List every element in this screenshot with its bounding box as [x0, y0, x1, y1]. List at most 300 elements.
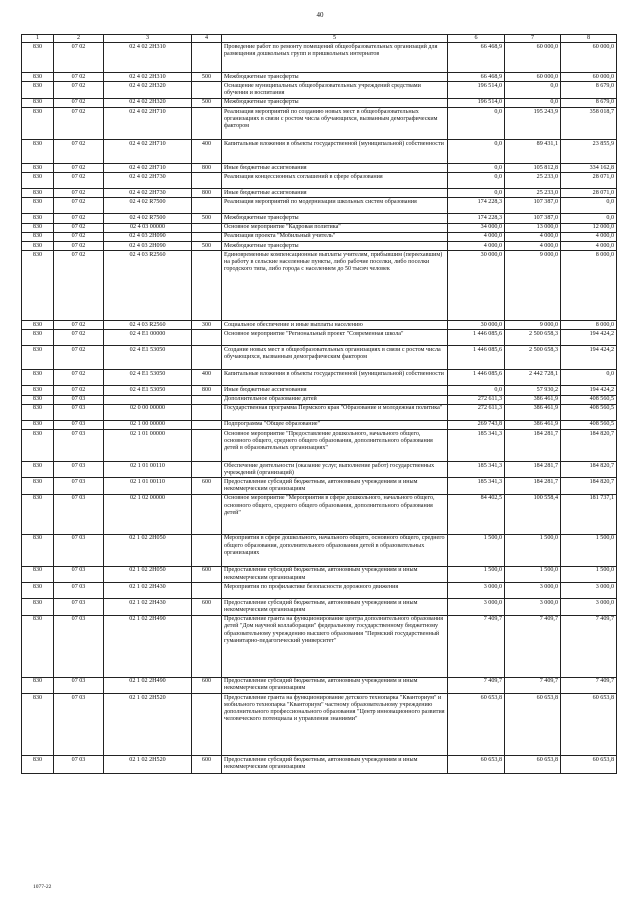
- target-code-cell: 02 1 02 2H050: [104, 534, 192, 566]
- amount-2024-cell: 28 071,0: [561, 189, 617, 198]
- section-code-cell: 07 02: [54, 223, 104, 232]
- target-code-cell: 02 1 02 2H430: [104, 583, 192, 599]
- table-row: [22, 321, 617, 330]
- section-code-cell: 07 03: [54, 566, 104, 582]
- amount-2023-cell: 107 387,0: [505, 214, 561, 223]
- amount-2023-cell: 0,0: [505, 82, 561, 98]
- amount-2023-cell: 0,0: [505, 98, 561, 107]
- amount-2022-cell: 7 409,7: [448, 615, 505, 677]
- amount-2023-cell: 60 000,0: [505, 43, 561, 73]
- item-name-cell: Предоставление субсидий бюджетным, автономным учреждениям и иным некоммерческим организациям: [222, 566, 448, 582]
- amount-2024-cell: 8 000,0: [561, 321, 617, 330]
- item-name-cell: Предоставление субсидий бюджетным, автономным учреждениям и иным некоммерческим организациям: [222, 478, 448, 494]
- target-code-cell: 02 4 02 R7500: [104, 198, 192, 214]
- section-code-cell: 07 03: [54, 462, 104, 478]
- admin-code-cell: 830: [22, 98, 54, 107]
- amount-2022-cell: 0,0: [448, 140, 505, 164]
- admin-code-cell: 830: [22, 494, 54, 534]
- table-row: [22, 694, 617, 756]
- amount-2023-cell: 184 281,7: [505, 462, 561, 478]
- section-code-cell: 07 02: [54, 386, 104, 395]
- table-row: [22, 534, 617, 566]
- target-code-cell: 02 4 02 2H320: [104, 98, 192, 107]
- amount-2023-cell: 386 461,9: [505, 395, 561, 404]
- expense-type-cell: [192, 251, 222, 321]
- section-code-cell: 07 03: [54, 404, 104, 420]
- expense-type-cell: 600: [192, 599, 222, 615]
- table-row: [22, 462, 617, 478]
- page-number: 40: [316, 11, 324, 19]
- item-name-cell: Обеспечение деятельности (оказание услуг, выполнение работ) государственных учреждений (организаций): [222, 462, 448, 478]
- admin-code-cell: 830: [22, 173, 54, 189]
- target-code-cell: 02 1 02 2H490: [104, 677, 192, 693]
- amount-2022-cell: 196 514,0: [448, 82, 505, 98]
- amount-2022-cell: 3 000,0: [448, 599, 505, 615]
- admin-code-cell: 830: [22, 232, 54, 241]
- amount-2023-cell: 60 653,8: [505, 756, 561, 774]
- admin-code-cell: 830: [22, 82, 54, 98]
- budget-table: [21, 34, 617, 774]
- section-code-cell: 07 02: [54, 198, 104, 214]
- table-row: [22, 430, 617, 462]
- admin-code-cell: 830: [22, 189, 54, 198]
- table-row: [22, 395, 617, 404]
- expense-type-cell: [192, 330, 222, 346]
- amount-2023-cell: 107 387,0: [505, 198, 561, 214]
- expense-type-cell: [192, 395, 222, 404]
- admin-code-cell: 830: [22, 214, 54, 223]
- target-code-cell: 02 4 03 2H090: [104, 232, 192, 241]
- target-code-cell: 02 1 02 2H520: [104, 756, 192, 774]
- amount-2024-cell: 0,0: [561, 214, 617, 223]
- table-row: [22, 173, 617, 189]
- amount-2022-cell: 30 000,0: [448, 251, 505, 321]
- item-name-cell: Основное мероприятие "Кадровая политика": [222, 223, 448, 232]
- section-code-cell: 07 02: [54, 242, 104, 251]
- target-code-cell: 02 4 02 R7500: [104, 214, 192, 223]
- amount-2024-cell: 408 560,5: [561, 420, 617, 429]
- target-code-cell: 02 1 01 00000: [104, 430, 192, 462]
- amount-2024-cell: 0,0: [561, 370, 617, 386]
- amount-2024-cell: 0,0: [561, 198, 617, 214]
- admin-code-cell: 830: [22, 756, 54, 774]
- amount-2023-cell: 105 812,8: [505, 164, 561, 173]
- admin-code-cell: 830: [22, 462, 54, 478]
- admin-code-cell: 830: [22, 108, 54, 140]
- column-header: 5: [222, 35, 448, 43]
- section-code-cell: 07 03: [54, 756, 104, 774]
- target-code-cell: 02 4 02 2H320: [104, 82, 192, 98]
- expense-type-cell: [192, 173, 222, 189]
- target-code-cell: 02 4 E1 53050: [104, 346, 192, 370]
- admin-code-cell: 830: [22, 73, 54, 82]
- amount-2024-cell: 8 000,0: [561, 251, 617, 321]
- column-header: 7: [505, 35, 561, 43]
- section-code-cell: 07 02: [54, 98, 104, 107]
- amount-2022-cell: 60 653,8: [448, 756, 505, 774]
- column-header: 4: [192, 35, 222, 43]
- item-name-cell: Предоставление субсидий бюджетным, автономным учреждениям и иным некоммерческим организациям: [222, 677, 448, 693]
- amount-2023-cell: 2 500 658,3: [505, 330, 561, 346]
- item-name-cell: Межбюджетные трансферты: [222, 214, 448, 223]
- amount-2024-cell: 334 162,8: [561, 164, 617, 173]
- admin-code-cell: 830: [22, 599, 54, 615]
- table-row: [22, 346, 617, 370]
- table-row: [22, 494, 617, 534]
- target-code-cell: 02 4 E1 00000: [104, 330, 192, 346]
- admin-code-cell: 830: [22, 330, 54, 346]
- table-row: [22, 82, 617, 98]
- amount-2024-cell: 408 560,5: [561, 404, 617, 420]
- amount-2024-cell: 194 424,2: [561, 386, 617, 395]
- amount-2024-cell: 7 409,7: [561, 677, 617, 693]
- target-code-cell: 02 1 02 2H430: [104, 599, 192, 615]
- admin-code-cell: 830: [22, 404, 54, 420]
- amount-2022-cell: 185 341,3: [448, 430, 505, 462]
- amount-2024-cell: 28 071,0: [561, 173, 617, 189]
- amount-2023-cell: 25 233,0: [505, 189, 561, 198]
- amount-2024-cell: 4 000,0: [561, 232, 617, 241]
- target-code-cell: 02 1 02 2H050: [104, 566, 192, 582]
- table-row: [22, 43, 617, 73]
- section-code-cell: 07 03: [54, 494, 104, 534]
- amount-2023-cell: 386 461,9: [505, 420, 561, 429]
- table-row: [22, 223, 617, 232]
- amount-2023-cell: 60 653,8: [505, 694, 561, 756]
- admin-code-cell: 830: [22, 223, 54, 232]
- amount-2022-cell: 185 341,3: [448, 462, 505, 478]
- expense-type-cell: [192, 82, 222, 98]
- section-code-cell: 07 02: [54, 140, 104, 164]
- amount-2024-cell: 3 000,0: [561, 583, 617, 599]
- expense-type-cell: [192, 583, 222, 599]
- amount-2024-cell: 1 500,0: [561, 566, 617, 582]
- target-code-cell: 02 4 02 2H710: [104, 140, 192, 164]
- expense-type-cell: 300: [192, 321, 222, 330]
- amount-2024-cell: 358 018,7: [561, 108, 617, 140]
- expense-type-cell: [192, 108, 222, 140]
- amount-2022-cell: 1 446 085,6: [448, 346, 505, 370]
- table-row: [22, 615, 617, 677]
- amount-2024-cell: 184 820,7: [561, 462, 617, 478]
- amount-2022-cell: 0,0: [448, 173, 505, 189]
- amount-2023-cell: 386 461,9: [505, 404, 561, 420]
- expense-type-cell: 500: [192, 242, 222, 251]
- admin-code-cell: 830: [22, 583, 54, 599]
- amount-2023-cell: 195 243,9: [505, 108, 561, 140]
- amount-2023-cell: 7 409,7: [505, 615, 561, 677]
- amount-2024-cell: 60 000,0: [561, 73, 617, 82]
- item-name-cell: Межбюджетные трансферты: [222, 73, 448, 82]
- item-name-cell: Капитальные вложения в объекты государственной (муниципальной) собственности: [222, 370, 448, 386]
- item-name-cell: Единовременные компенсационные выплаты учителям, прибывшим (переехавшим) на работу в сельские населенные пункты, либо рабочие поселки, либо поселки городского типа, либо города с населением до 50 тысяч человек: [222, 251, 448, 321]
- admin-code-cell: 830: [22, 566, 54, 582]
- amount-2022-cell: 196 514,0: [448, 98, 505, 107]
- amount-2023-cell: 4 000,0: [505, 232, 561, 241]
- expense-type-cell: 600: [192, 478, 222, 494]
- section-code-cell: 07 03: [54, 430, 104, 462]
- section-code-cell: 07 03: [54, 534, 104, 566]
- column-header: 1: [22, 35, 54, 43]
- amount-2022-cell: 4 000,0: [448, 242, 505, 251]
- item-name-cell: Иные бюджетные ассигнования: [222, 386, 448, 395]
- admin-code-cell: 830: [22, 478, 54, 494]
- amount-2023-cell: 100 558,4: [505, 494, 561, 534]
- target-code-cell: 02 4 02 2H730: [104, 189, 192, 198]
- target-code-cell: 02 1 01 00110: [104, 478, 192, 494]
- admin-code-cell: 830: [22, 534, 54, 566]
- admin-code-cell: 830: [22, 43, 54, 73]
- item-name-cell: Межбюджетные трансферты: [222, 98, 448, 107]
- amount-2023-cell: 60 000,0: [505, 73, 561, 82]
- section-code-cell: 07 02: [54, 173, 104, 189]
- amount-2024-cell: 12 000,0: [561, 223, 617, 232]
- amount-2024-cell: 184 820,7: [561, 430, 617, 462]
- item-name-cell: Реализация мероприятий по созданию новых мест в общеобразовательных организациях в связи с ростом числа обучающихся, вызванным демографическим фактором: [222, 108, 448, 140]
- table-row: [22, 330, 617, 346]
- section-code-cell: 07 02: [54, 321, 104, 330]
- item-name-cell: Социальное обеспечение и иные выплаты населению: [222, 321, 448, 330]
- amount-2023-cell: 9 000,0: [505, 251, 561, 321]
- admin-code-cell: 830: [22, 430, 54, 462]
- amount-2022-cell: 84 402,5: [448, 494, 505, 534]
- amount-2022-cell: 272 611,3: [448, 404, 505, 420]
- admin-code-cell: 830: [22, 420, 54, 429]
- item-name-cell: Предоставление гранта на функционирование центра дополнительного образования детей "Дом научной коллаборации" федеральному государственному бюджетному образовательному учреждению высшего образования "Пермский государственный гуманитарно-педагогический университет": [222, 615, 448, 677]
- admin-code-cell: 830: [22, 677, 54, 693]
- admin-code-cell: 830: [22, 615, 54, 677]
- amount-2024-cell: 7 409,7: [561, 615, 617, 677]
- target-code-cell: 02 1 01 00110: [104, 462, 192, 478]
- column-header: 3: [104, 35, 192, 43]
- table-row: [22, 420, 617, 429]
- section-code-cell: 07 02: [54, 164, 104, 173]
- item-name-cell: Реализация проекта "Мобильный учитель": [222, 232, 448, 241]
- admin-code-cell: 830: [22, 694, 54, 756]
- expense-type-cell: [192, 43, 222, 73]
- header-row: [22, 35, 617, 43]
- amount-2024-cell: 3 000,0: [561, 599, 617, 615]
- amount-2022-cell: 7 409,7: [448, 677, 505, 693]
- item-name-cell: Основное мероприятие "Предоставление дошкольного, начального общего, основного общего, среднего общего образования, дополнительного образования детей в образовательных организациях": [222, 430, 448, 462]
- amount-2022-cell: 1 500,0: [448, 566, 505, 582]
- expense-type-cell: [192, 404, 222, 420]
- column-header: 8: [561, 35, 617, 43]
- expense-type-cell: 400: [192, 370, 222, 386]
- table-row: [22, 386, 617, 395]
- item-name-cell: Предоставление гранта на функционирование детского технопарка "Кванториум" и мобильного технопарка "Кванториум" частному образовательному учреждению дополнительного профессионального образования "Центр инновационного развития человеческого потенциала и управления знаниями": [222, 694, 448, 756]
- section-code-cell: 07 02: [54, 346, 104, 370]
- table-row: [22, 370, 617, 386]
- section-code-cell: 07 02: [54, 82, 104, 98]
- amount-2023-cell: 1 500,0: [505, 534, 561, 566]
- table-row: [22, 108, 617, 140]
- target-code-cell: 02 1 02 2H520: [104, 694, 192, 756]
- section-code-cell: 07 02: [54, 73, 104, 82]
- table-row: [22, 404, 617, 420]
- table-row: [22, 198, 617, 214]
- target-code-cell: 02 4 03 R2560: [104, 251, 192, 321]
- item-name-cell: Реализация концессионных соглашений в сфере образования: [222, 173, 448, 189]
- expense-type-cell: 600: [192, 677, 222, 693]
- table-row: [22, 478, 617, 494]
- expense-type-cell: 600: [192, 756, 222, 774]
- amount-2023-cell: 184 281,7: [505, 478, 561, 494]
- item-name-cell: Мероприятия по профилактике безопасности дорожного движения: [222, 583, 448, 599]
- expense-type-cell: [192, 346, 222, 370]
- amount-2022-cell: 0,0: [448, 164, 505, 173]
- item-name-cell: Предоставление субсидий бюджетным, автономным учреждениям и иным некоммерческим организациям: [222, 756, 448, 774]
- table-row: [22, 756, 617, 774]
- admin-code-cell: 830: [22, 242, 54, 251]
- amount-2023-cell: 13 000,0: [505, 223, 561, 232]
- amount-2022-cell: 60 653,8: [448, 694, 505, 756]
- amount-2022-cell: 0,0: [448, 108, 505, 140]
- section-code-cell: 07 03: [54, 694, 104, 756]
- table-row: [22, 242, 617, 251]
- target-code-cell: 02 1 00 00000: [104, 420, 192, 429]
- expense-type-cell: 800: [192, 164, 222, 173]
- expense-type-cell: [192, 615, 222, 677]
- table-row: [22, 599, 617, 615]
- amount-2023-cell: 3 000,0: [505, 599, 561, 615]
- expense-type-cell: [192, 420, 222, 429]
- amount-2022-cell: 272 611,3: [448, 395, 505, 404]
- table-row: [22, 677, 617, 693]
- amount-2022-cell: 1 500,0: [448, 534, 505, 566]
- amount-2024-cell: 1 500,0: [561, 534, 617, 566]
- expense-type-cell: 800: [192, 189, 222, 198]
- target-code-cell: 02 4 E1 53050: [104, 370, 192, 386]
- expense-type-cell: 500: [192, 73, 222, 82]
- section-code-cell: 07 02: [54, 370, 104, 386]
- table-row: [22, 164, 617, 173]
- item-name-cell: Иные бюджетные ассигнования: [222, 189, 448, 198]
- amount-2022-cell: 174 228,3: [448, 214, 505, 223]
- expense-type-cell: [192, 694, 222, 756]
- target-code-cell: 02 0 00 00000: [104, 404, 192, 420]
- amount-2022-cell: 1 446 085,6: [448, 370, 505, 386]
- target-code-cell: 02 4 03 R2560: [104, 321, 192, 330]
- table-row: [22, 73, 617, 82]
- section-code-cell: 07 02: [54, 251, 104, 321]
- amount-2023-cell: 2 500 658,3: [505, 346, 561, 370]
- admin-code-cell: 830: [22, 321, 54, 330]
- table-row: [22, 232, 617, 241]
- expense-type-cell: [192, 232, 222, 241]
- admin-code-cell: 830: [22, 370, 54, 386]
- expense-type-cell: 400: [192, 140, 222, 164]
- section-code-cell: 07 02: [54, 108, 104, 140]
- amount-2023-cell: 184 281,7: [505, 430, 561, 462]
- column-header: 2: [54, 35, 104, 43]
- amount-2022-cell: 30 000,0: [448, 321, 505, 330]
- amount-2024-cell: 60 653,8: [561, 694, 617, 756]
- amount-2022-cell: 0,0: [448, 386, 505, 395]
- target-code-cell: 02 4 02 2H310: [104, 73, 192, 82]
- target-code-cell: 02 4 02 2H310: [104, 43, 192, 73]
- target-code-cell: 02 4 02 2H730: [104, 173, 192, 189]
- target-code-cell: 02 1 02 00000: [104, 494, 192, 534]
- item-name-cell: Основное мероприятие "Региональный проект "Современная школа": [222, 330, 448, 346]
- amount-2022-cell: 174 228,3: [448, 198, 505, 214]
- amount-2022-cell: 185 341,3: [448, 478, 505, 494]
- amount-2024-cell: 8 679,0: [561, 82, 617, 98]
- amount-2024-cell: 60 653,8: [561, 756, 617, 774]
- item-name-cell: Проведение работ по ремонту помещений общеобразовательных организаций для размещения дошкольных групп и пришкольных интернатов: [222, 43, 448, 73]
- target-code-cell: 02 4 02 2H710: [104, 164, 192, 173]
- expense-type-cell: 500: [192, 98, 222, 107]
- table-row: [22, 214, 617, 223]
- section-code-cell: 07 03: [54, 420, 104, 429]
- admin-code-cell: 830: [22, 386, 54, 395]
- table-row: [22, 583, 617, 599]
- section-code-cell: 07 03: [54, 583, 104, 599]
- target-code-cell: 02 1 02 2H490: [104, 615, 192, 677]
- item-name-cell: Реализация мероприятий по модернизации школьных систем образования: [222, 198, 448, 214]
- amount-2023-cell: 89 431,1: [505, 140, 561, 164]
- item-name-cell: Оснащение муниципальных общеобразовательных учреждений средствами обучения и воспитания: [222, 82, 448, 98]
- target-code-cell: [104, 395, 192, 404]
- expense-type-cell: [192, 223, 222, 232]
- target-code-cell: 02 4 03 2H090: [104, 242, 192, 251]
- amount-2024-cell: 8 679,0: [561, 98, 617, 107]
- amount-2024-cell: 194 424,2: [561, 346, 617, 370]
- expense-type-cell: 600: [192, 566, 222, 582]
- column-header: 6: [448, 35, 505, 43]
- table-row: [22, 189, 617, 198]
- admin-code-cell: 830: [22, 346, 54, 370]
- expense-type-cell: [192, 462, 222, 478]
- section-code-cell: 07 02: [54, 232, 104, 241]
- item-name-cell: Государственная программа Пермского края "Образование и молодежная политика": [222, 404, 448, 420]
- section-code-cell: 07 02: [54, 189, 104, 198]
- amount-2022-cell: 0,0: [448, 189, 505, 198]
- document-code: 1077-22: [33, 884, 52, 890]
- item-name-cell: Создание новых мест в общеобразовательных организациях в связи с ростом числа обучающихся, вызванным демографическим фактором: [222, 346, 448, 370]
- section-code-cell: 07 02: [54, 43, 104, 73]
- amount-2023-cell: 9 000,0: [505, 321, 561, 330]
- amount-2022-cell: 66 468,9: [448, 43, 505, 73]
- item-name-cell: Подпрограмма "Общее образование": [222, 420, 448, 429]
- section-code-cell: 07 03: [54, 478, 104, 494]
- amount-2023-cell: 3 000,0: [505, 583, 561, 599]
- item-name-cell: Иные бюджетные ассигнования: [222, 164, 448, 173]
- section-code-cell: 07 03: [54, 677, 104, 693]
- table-row: [22, 98, 617, 107]
- amount-2023-cell: 57 930,2: [505, 386, 561, 395]
- amount-2023-cell: 7 409,7: [505, 677, 561, 693]
- item-name-cell: Межбюджетные трансферты: [222, 242, 448, 251]
- item-name-cell: Предоставление субсидий бюджетным, автономным учреждениям и иным некоммерческим организациям: [222, 599, 448, 615]
- amount-2023-cell: 25 233,0: [505, 173, 561, 189]
- amount-2024-cell: 408 560,5: [561, 395, 617, 404]
- item-name-cell: Капитальные вложения в объекты государственной (муниципальной) собственности: [222, 140, 448, 164]
- amount-2024-cell: 4 000,0: [561, 242, 617, 251]
- table-row: [22, 566, 617, 582]
- admin-code-cell: 830: [22, 251, 54, 321]
- target-code-cell: 02 4 E1 53050: [104, 386, 192, 395]
- item-name-cell: Мероприятия в сфере дошкольного, начального общего, основного общего, среднего общего образования, дополнительного образования детей в образовательных организациях: [222, 534, 448, 566]
- target-code-cell: 02 4 03 00000: [104, 223, 192, 232]
- admin-code-cell: 830: [22, 164, 54, 173]
- item-name-cell: Основное мероприятие "Мероприятия в сфере дошкольного, начального общего, основного общего, среднего общего образования, дополнительного образования детей": [222, 494, 448, 534]
- admin-code-cell: 830: [22, 395, 54, 404]
- amount-2022-cell: 66 468,9: [448, 73, 505, 82]
- amount-2024-cell: 60 000,0: [561, 43, 617, 73]
- expense-type-cell: [192, 494, 222, 534]
- amount-2024-cell: 184 820,7: [561, 478, 617, 494]
